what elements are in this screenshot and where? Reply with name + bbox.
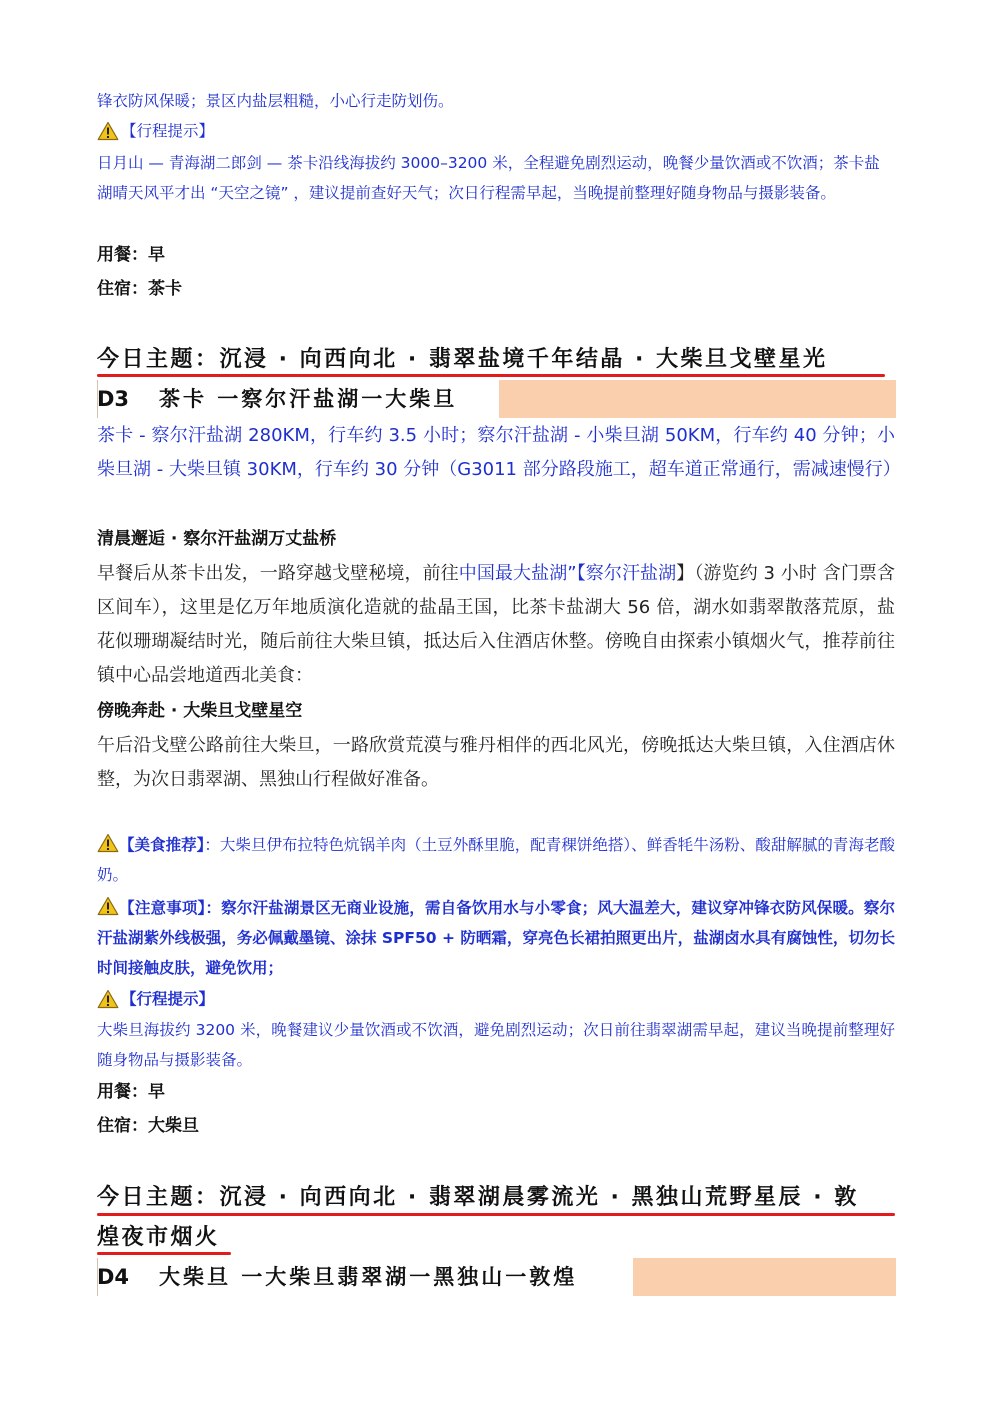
day3-header-highlight <box>499 380 896 418</box>
day3-header-row <box>97 380 896 418</box>
day4-theme-underline-2 <box>97 1252 231 1255</box>
day3-transport: 茶卡 - 察尔汗盐湖 280KM，行车约 3.5 小时；察尔汗盐湖 - 小柴旦湖 50KM，行车约 40 分钟；小柴旦湖 - 大柴旦镇 30KM，行车约 30 分钟（G3011 部分路段施工，超车道正常通行，需减速慢行） <box>97 425 901 480</box>
notice-text: ：察尔汗盐湖景区无商业设施，需自备饮用水与小零食；风大温差大，建议穿冲锋衣防风保暖。察尔汗盐湖紫外线极强，务必佩戴墨镜、涂抹 SPF50 + 防晒霜，穿亮色长裙拍照更出片，盐湖卤水具有腐蚀性，切勿长时间接触皮肤，避免饮用； <box>97 899 895 977</box>
warning-triangle-icon <box>97 989 119 1009</box>
day3-evening-title: 傍晚奔赴 · 大柴旦戈壁星空 <box>97 701 303 721</box>
day3-tip-text: 大柴旦海拔约 3200 米，晚餐建议少量饮酒或不饮酒，避免剧烈运动；次日前往翡翠湖需早起，建议当晚提前整理好随身物品与摄影装备。 <box>97 1021 895 1069</box>
day3-stay-info: 住宿：大柴旦 <box>97 1116 199 1136</box>
food-label: 【美食推荐】 <box>119 836 205 854</box>
day3-morning-text: 早餐后从茶卡出发，一路穿越戈壁秘境，前往中国最大盐湖”【察尔汗盐湖】（游览约 3 小时 含门票含区间车），这里是亿万年地质演化造就的盐晶王国，比茶卡盐湖大 56 倍，湖水如翡翠散落荒原，盐花似珊瑚凝结时光，随后前往大柴旦镇，抵达后入住酒店休整。傍晚自由探索小镇烟火气，推荐前往镇中心品尝地道西北美食： <box>97 563 895 686</box>
day3-route: 茶卡 一察尔汗盐湖一大柴旦 <box>159 387 458 411</box>
day4-code: D4 <box>97 1265 130 1289</box>
day4-theme-line1: 今日主题：沉浸 · 向西向北 · 翡翠湖晨雾流光 · 黑独山荒野星辰 · 敦 <box>97 1185 859 1210</box>
day3-evening-text: 午后沿戈壁公路前往大柴旦，一路欣赏荒漠与雅丹相伴的西北风光，傍晚抵达大柴旦镇，入住酒店休整，为次日翡翠湖、黑独山行程做好准备。 <box>97 735 895 790</box>
day3-theme-underline <box>97 374 885 377</box>
day4-header-highlight <box>633 1258 896 1296</box>
day3-theme: 今日主题：沉浸 · 向西向北 · 翡翠盐境千年结晶 · 大柴旦戈壁星光 <box>97 347 828 372</box>
day3-meal-info: 用餐：早 <box>97 1082 165 1102</box>
day3-notice-note <box>97 893 895 983</box>
warning-triangle-icon <box>97 896 119 916</box>
warning-triangle-icon <box>97 833 119 853</box>
tip-label: 【行程提示】 <box>121 990 215 1008</box>
day4-header-row <box>97 1258 896 1296</box>
day4-theme-underline-1 <box>97 1213 895 1216</box>
meal-info: 用餐：早 <box>97 245 165 265</box>
top-tip-text: 日月山 — 青海湖二郎剑 — 茶卡沿线海拔约 3000–3200 米，全程避免剧烈运动，晚餐少量饮酒或不饮酒；茶卡盐湖晴天风平才出 “天空之镜” ，建议提前查好天气；次日行程需早起，当晚提前整理好随身物品与摄影装备。 <box>97 154 880 202</box>
top-tip-header <box>97 116 895 146</box>
day3-tip-header <box>97 984 895 1014</box>
warning-triangle-icon <box>97 121 119 141</box>
day3-morning-title: 清晨邂逅 · 察尔汗盐湖万丈盐桥 <box>97 529 337 549</box>
day3-code: D3 <box>97 387 130 411</box>
food-text: ：大柴旦伊布拉特色炕锅羊肉（土豆外酥里脆，配青稞饼绝搭）、鲜香牦牛汤粉、酸甜解腻的青海老酸奶。 <box>97 836 895 884</box>
notice-label: 【注意事项】 <box>119 899 206 917</box>
chaerhan-link[interactable]: 中国最大盐湖”【察尔汗盐湖 <box>458 563 677 584</box>
day4-theme-line2: 煌夜市烟火 <box>97 1225 220 1250</box>
previous-notice-continuation: 锋衣防风保暖；景区内盐层粗糙，小心行走防划伤。 <box>97 92 454 110</box>
stay-info: 住宿：茶卡 <box>97 279 182 299</box>
tip-label: 【行程提示】 <box>121 122 215 140</box>
day3-food-note <box>97 830 895 890</box>
day4-route: 大柴旦 一大柴旦翡翠湖一黑独山一敦煌 <box>159 1265 578 1289</box>
